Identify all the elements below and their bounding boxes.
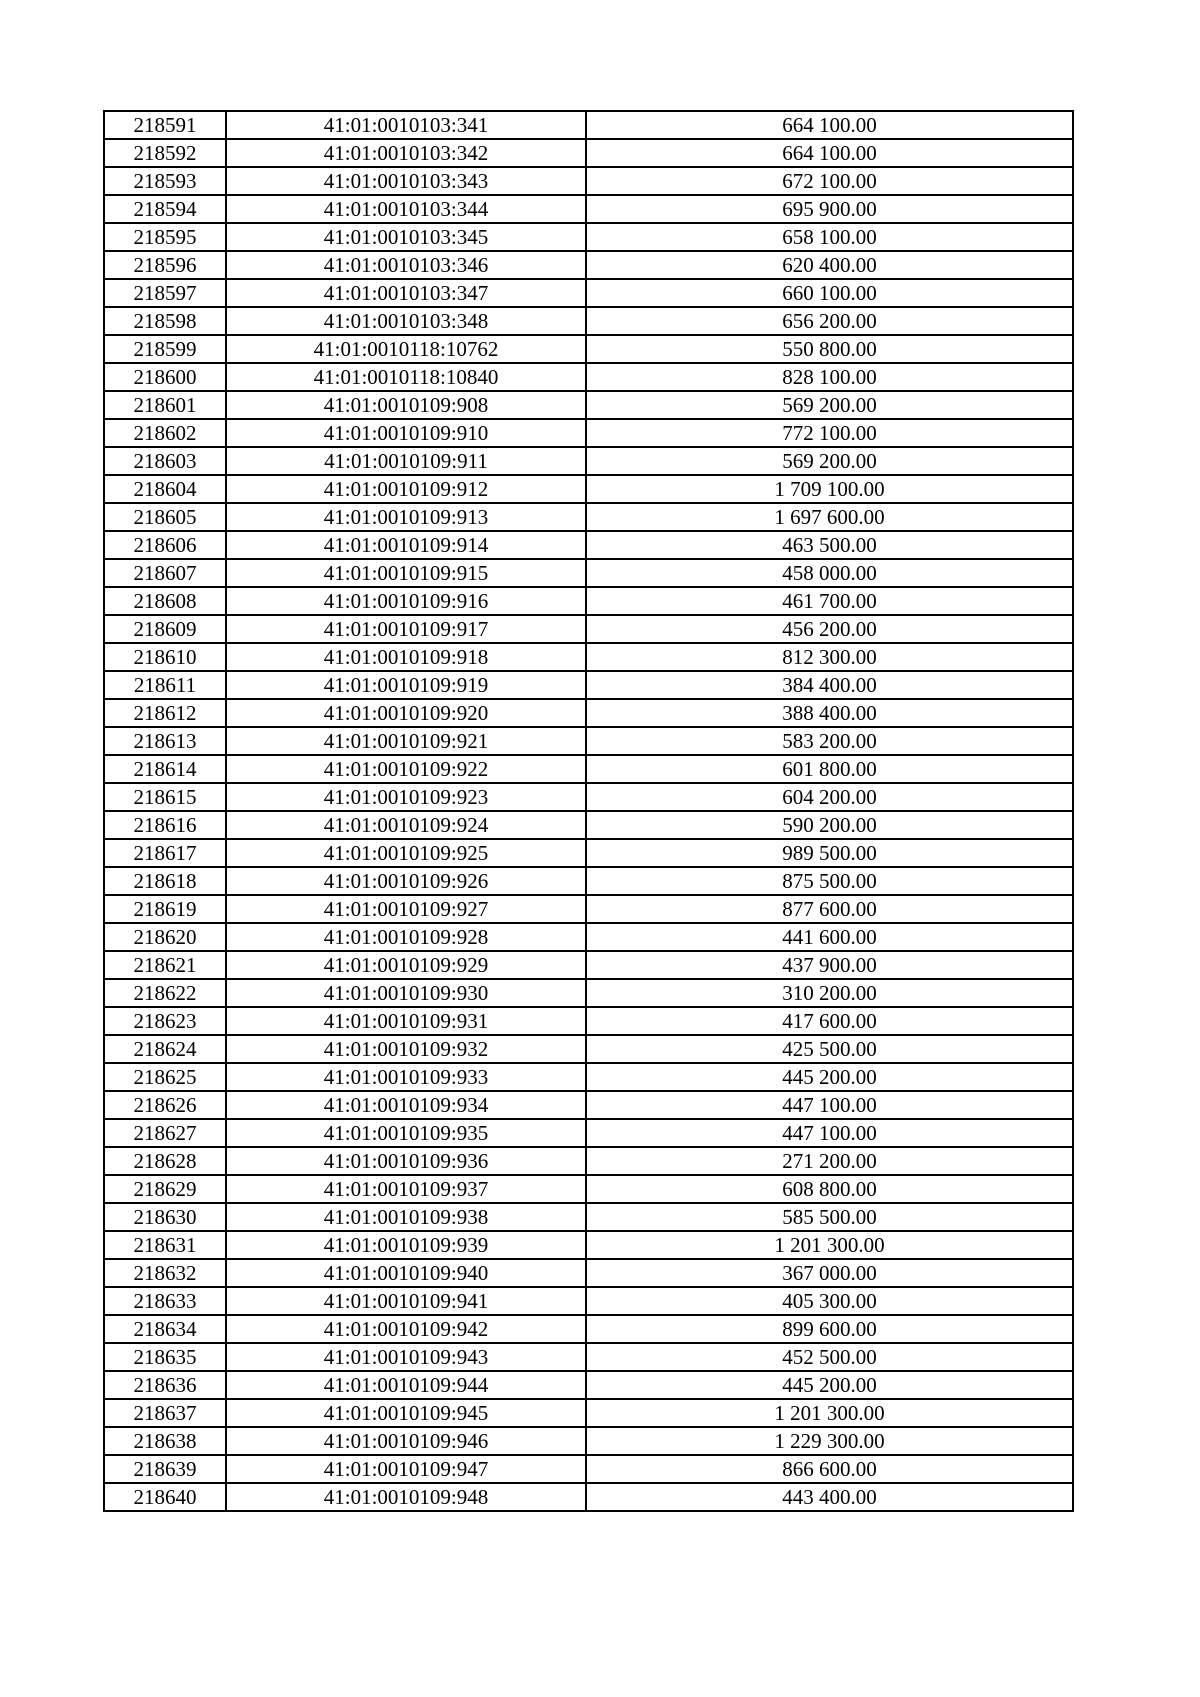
cadastral-value-cell: 877 600.00	[586, 895, 1073, 923]
cadastral-number-cell: 41:01:0010109:924	[226, 811, 586, 839]
cadastral-value-cell: 445 200.00	[586, 1063, 1073, 1091]
row-number-cell: 218599	[104, 335, 226, 363]
row-number-cell: 218604	[104, 475, 226, 503]
cadastral-value-cell: 441 600.00	[586, 923, 1073, 951]
cadastral-number-cell: 41:01:0010103:344	[226, 195, 586, 223]
table-row	[104, 1035, 1073, 1063]
table-row	[104, 1203, 1073, 1231]
row-number-cell: 218640	[104, 1483, 226, 1511]
row-number-cell: 218623	[104, 1007, 226, 1035]
row-number-cell: 218611	[104, 671, 226, 699]
table-row	[104, 1483, 1073, 1511]
row-number-cell: 218628	[104, 1147, 226, 1175]
cadastral-value-cell: 417 600.00	[586, 1007, 1073, 1035]
cadastral-value-cell: 437 900.00	[586, 951, 1073, 979]
table-row	[104, 391, 1073, 419]
table-row	[104, 1427, 1073, 1455]
row-number-cell: 218639	[104, 1455, 226, 1483]
cadastral-number-cell: 41:01:0010109:908	[226, 391, 586, 419]
row-number-cell: 218593	[104, 167, 226, 195]
cadastral-number-cell: 41:01:0010109:918	[226, 643, 586, 671]
cadastral-value-cell: 604 200.00	[586, 783, 1073, 811]
row-number-cell: 218629	[104, 1175, 226, 1203]
table-row	[104, 1147, 1073, 1175]
table-row	[104, 167, 1073, 195]
row-number-cell: 218603	[104, 447, 226, 475]
cadastral-number-cell: 41:01:0010109:922	[226, 755, 586, 783]
cadastral-value-cell: 425 500.00	[586, 1035, 1073, 1063]
cadastral-number-cell: 41:01:0010109:911	[226, 447, 586, 475]
table-row	[104, 1259, 1073, 1287]
cadastral-value-cell: 388 400.00	[586, 699, 1073, 727]
cadastral-value-cell: 660 100.00	[586, 279, 1073, 307]
cadastral-number-cell: 41:01:0010109:919	[226, 671, 586, 699]
cadastral-number-cell: 41:01:0010109:938	[226, 1203, 586, 1231]
cadastral-number-cell: 41:01:0010109:921	[226, 727, 586, 755]
cadastral-value-cell: 271 200.00	[586, 1147, 1073, 1175]
row-number-cell: 218618	[104, 867, 226, 895]
row-number-cell: 218621	[104, 951, 226, 979]
table-row	[104, 139, 1073, 167]
cadastral-number-cell: 41:01:0010109:910	[226, 419, 586, 447]
cadastral-value-cell: 367 000.00	[586, 1259, 1073, 1287]
cadastral-value-cell: 585 500.00	[586, 1203, 1073, 1231]
row-number-cell: 218612	[104, 699, 226, 727]
row-number-cell: 218637	[104, 1399, 226, 1427]
cadastral-value-cell: 461 700.00	[586, 587, 1073, 615]
cadastral-number-cell: 41:01:0010103:343	[226, 167, 586, 195]
table-row	[104, 1287, 1073, 1315]
cadastral-value-cell: 989 500.00	[586, 839, 1073, 867]
row-number-cell: 218591	[104, 111, 226, 139]
row-number-cell: 218638	[104, 1427, 226, 1455]
cadastral-value-cell: 1 201 300.00	[586, 1231, 1073, 1259]
row-number-cell: 218633	[104, 1287, 226, 1315]
cadastral-number-cell: 41:01:0010109:939	[226, 1231, 586, 1259]
table-row	[104, 951, 1073, 979]
cadastral-number-cell: 41:01:0010109:929	[226, 951, 586, 979]
cadastral-value-cell: 658 100.00	[586, 223, 1073, 251]
cadastral-number-cell: 41:01:0010103:346	[226, 251, 586, 279]
table-row	[104, 195, 1073, 223]
table-row	[104, 419, 1073, 447]
cadastral-number-cell: 41:01:0010109:928	[226, 923, 586, 951]
table-row	[104, 1315, 1073, 1343]
cadastral-number-cell: 41:01:0010103:342	[226, 139, 586, 167]
cadastral-number-cell: 41:01:0010109:944	[226, 1371, 586, 1399]
cadastral-number-cell: 41:01:0010109:946	[226, 1427, 586, 1455]
cadastral-number-cell: 41:01:0010109:923	[226, 783, 586, 811]
row-number-cell: 218614	[104, 755, 226, 783]
row-number-cell: 218631	[104, 1231, 226, 1259]
row-number-cell: 218635	[104, 1343, 226, 1371]
table-row	[104, 363, 1073, 391]
cadastral-number-cell: 41:01:0010109:930	[226, 979, 586, 1007]
table-row	[104, 475, 1073, 503]
row-number-cell: 218607	[104, 559, 226, 587]
cadastral-number-cell: 41:01:0010109:912	[226, 475, 586, 503]
row-number-cell: 218595	[104, 223, 226, 251]
cadastral-value-cell: 384 400.00	[586, 671, 1073, 699]
cadastral-value-cell: 569 200.00	[586, 391, 1073, 419]
row-number-cell: 218634	[104, 1315, 226, 1343]
cadastral-value-cell: 875 500.00	[586, 867, 1073, 895]
row-number-cell: 218610	[104, 643, 226, 671]
row-number-cell: 218592	[104, 139, 226, 167]
table-row	[104, 1119, 1073, 1147]
table-row	[104, 1399, 1073, 1427]
row-number-cell: 218636	[104, 1371, 226, 1399]
table-row	[104, 615, 1073, 643]
table-row	[104, 839, 1073, 867]
cadastral-value-cell: 447 100.00	[586, 1119, 1073, 1147]
table-row	[104, 1007, 1073, 1035]
row-number-cell: 218594	[104, 195, 226, 223]
cadastral-value-cell: 1 201 300.00	[586, 1399, 1073, 1427]
cadastral-value-cell: 447 100.00	[586, 1091, 1073, 1119]
table-row	[104, 531, 1073, 559]
cadastral-number-cell: 41:01:0010103:341	[226, 111, 586, 139]
row-number-cell: 218624	[104, 1035, 226, 1063]
table-row	[104, 307, 1073, 335]
cadastral-value-cell: 590 200.00	[586, 811, 1073, 839]
row-number-cell: 218597	[104, 279, 226, 307]
cadastral-value-cell: 664 100.00	[586, 139, 1073, 167]
row-number-cell: 218616	[104, 811, 226, 839]
row-number-cell: 218596	[104, 251, 226, 279]
cadastral-value-cell: 601 800.00	[586, 755, 1073, 783]
cadastral-number-cell: 41:01:0010109:920	[226, 699, 586, 727]
table-body	[104, 111, 1073, 1511]
cadastral-value-cell: 583 200.00	[586, 727, 1073, 755]
table-row	[104, 1175, 1073, 1203]
row-number-cell: 218617	[104, 839, 226, 867]
cadastral-number-cell: 41:01:0010109:917	[226, 615, 586, 643]
cadastral-number-cell: 41:01:0010109:932	[226, 1035, 586, 1063]
table-row	[104, 1091, 1073, 1119]
table-row	[104, 811, 1073, 839]
table-row	[104, 587, 1073, 615]
table-row	[104, 335, 1073, 363]
row-number-cell: 218619	[104, 895, 226, 923]
cadastral-value-cell: 828 100.00	[586, 363, 1073, 391]
table-row	[104, 923, 1073, 951]
row-number-cell: 218613	[104, 727, 226, 755]
cadastral-number-cell: 41:01:0010109:934	[226, 1091, 586, 1119]
table-row	[104, 1343, 1073, 1371]
table-row	[104, 1231, 1073, 1259]
cadastral-number-cell: 41:01:0010109:945	[226, 1399, 586, 1427]
cadastral-number-cell: 41:01:0010109:915	[226, 559, 586, 587]
cadastral-number-cell: 41:01:0010109:926	[226, 867, 586, 895]
cadastral-value-cell: 405 300.00	[586, 1287, 1073, 1315]
cadastral-value-cell: 608 800.00	[586, 1175, 1073, 1203]
cadastral-number-cell: 41:01:0010118:10762	[226, 335, 586, 363]
cadastral-number-cell: 41:01:0010109:927	[226, 895, 586, 923]
cadastral-number-cell: 41:01:0010109:948	[226, 1483, 586, 1511]
cadastral-number-cell: 41:01:0010109:943	[226, 1343, 586, 1371]
table-row	[104, 643, 1073, 671]
cadastral-number-cell: 41:01:0010109:937	[226, 1175, 586, 1203]
row-number-cell: 218609	[104, 615, 226, 643]
row-number-cell: 218608	[104, 587, 226, 615]
table-row	[104, 559, 1073, 587]
cadastral-number-cell: 41:01:0010109:942	[226, 1315, 586, 1343]
row-number-cell: 218602	[104, 419, 226, 447]
cadastral-value-cell: 452 500.00	[586, 1343, 1073, 1371]
table-row	[104, 867, 1073, 895]
table-row	[104, 279, 1073, 307]
cadastral-number-cell: 41:01:0010109:925	[226, 839, 586, 867]
cadastral-number-cell: 41:01:0010103:345	[226, 223, 586, 251]
table-row	[104, 1371, 1073, 1399]
cadastral-value-cell: 812 300.00	[586, 643, 1073, 671]
cadastral-number-cell: 41:01:0010109:936	[226, 1147, 586, 1175]
cadastral-value-cell: 550 800.00	[586, 335, 1073, 363]
cadastral-value-cell: 866 600.00	[586, 1455, 1073, 1483]
table-row	[104, 699, 1073, 727]
row-number-cell: 218615	[104, 783, 226, 811]
cadastral-value-cell: 445 200.00	[586, 1371, 1073, 1399]
cadastral-value-cell: 443 400.00	[586, 1483, 1073, 1511]
row-number-cell: 218620	[104, 923, 226, 951]
cadastral-number-cell: 41:01:0010109:931	[226, 1007, 586, 1035]
table-row	[104, 503, 1073, 531]
table-row	[104, 223, 1073, 251]
table-row	[104, 447, 1073, 475]
cadastral-value-cell: 456 200.00	[586, 615, 1073, 643]
row-number-cell: 218598	[104, 307, 226, 335]
cadastral-number-cell: 41:01:0010109:913	[226, 503, 586, 531]
table-row	[104, 1455, 1073, 1483]
cadastral-number-cell: 41:01:0010109:941	[226, 1287, 586, 1315]
table-row	[104, 895, 1073, 923]
cadastral-number-cell: 41:01:0010109:916	[226, 587, 586, 615]
cadastral-number-cell: 41:01:0010109:940	[226, 1259, 586, 1287]
cadastral-number-cell: 41:01:0010118:10840	[226, 363, 586, 391]
cadastral-number-cell: 41:01:0010109:935	[226, 1119, 586, 1147]
row-number-cell: 218601	[104, 391, 226, 419]
cadastral-number-cell: 41:01:0010109:914	[226, 531, 586, 559]
row-number-cell: 218630	[104, 1203, 226, 1231]
table-row	[104, 979, 1073, 1007]
cadastral-value-cell: 1 697 600.00	[586, 503, 1073, 531]
cadastral-value-cell: 463 500.00	[586, 531, 1073, 559]
row-number-cell: 218627	[104, 1119, 226, 1147]
row-number-cell: 218626	[104, 1091, 226, 1119]
row-number-cell: 218606	[104, 531, 226, 559]
cadastral-value-cell: 458 000.00	[586, 559, 1073, 587]
table-row	[104, 671, 1073, 699]
cadastral-value-cell: 772 100.00	[586, 419, 1073, 447]
cadastral-number-cell: 41:01:0010103:347	[226, 279, 586, 307]
table-row	[104, 755, 1073, 783]
cadastral-value-cell: 1 709 100.00	[586, 475, 1073, 503]
table-row	[104, 783, 1073, 811]
row-number-cell: 218622	[104, 979, 226, 1007]
cadastral-value-cell: 656 200.00	[586, 307, 1073, 335]
table-row	[104, 251, 1073, 279]
cadastral-number-cell: 41:01:0010109:947	[226, 1455, 586, 1483]
row-number-cell: 218632	[104, 1259, 226, 1287]
cadastral-value-cell: 664 100.00	[586, 111, 1073, 139]
row-number-cell: 218605	[104, 503, 226, 531]
cadastral-value-cell: 569 200.00	[586, 447, 1073, 475]
table-row	[104, 111, 1073, 139]
row-number-cell: 218625	[104, 1063, 226, 1091]
cadastral-value-cell: 899 600.00	[586, 1315, 1073, 1343]
cadastral-value-cell: 695 900.00	[586, 195, 1073, 223]
cadastral-value-cell: 310 200.00	[586, 979, 1073, 1007]
cadastral-number-cell: 41:01:0010103:348	[226, 307, 586, 335]
cadastral-value-cell: 672 100.00	[586, 167, 1073, 195]
cadastral-value-cell: 620 400.00	[586, 251, 1073, 279]
row-number-cell: 218600	[104, 363, 226, 391]
table-row	[104, 1063, 1073, 1091]
cadastral-value-cell: 1 229 300.00	[586, 1427, 1073, 1455]
table-row	[104, 727, 1073, 755]
cadastral-number-cell: 41:01:0010109:933	[226, 1063, 586, 1091]
cadastral-value-table	[103, 110, 1074, 1512]
